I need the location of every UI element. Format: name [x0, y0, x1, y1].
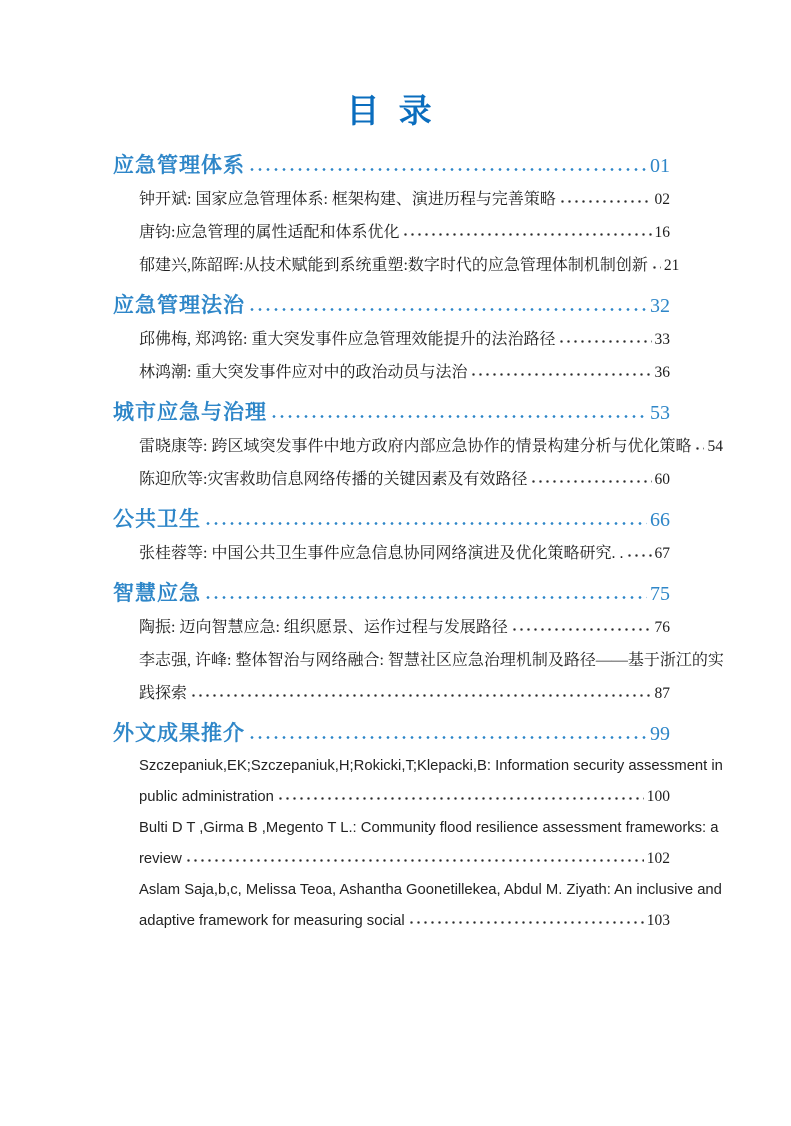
- entry-title: 陶振: 迈向智慧应急: 组织愿景、运作过程与发展路径: [139, 619, 508, 636]
- entry-page-number: 02: [654, 191, 670, 208]
- entry-page-number: 21: [663, 257, 680, 274]
- entry-page-number: 100: [646, 788, 670, 805]
- toc-entry: [139, 323, 670, 356]
- entry-title: 钟开斌: 国家应急管理体系: 框架构建、演进历程与完善策略: [139, 191, 556, 208]
- entry-page-number: 36: [654, 364, 670, 381]
- dot-leader: [248, 307, 647, 312]
- toc-section-heading: [113, 389, 670, 430]
- dot-leader: [248, 735, 647, 740]
- toc-entry: [139, 249, 680, 282]
- toc-entry: [139, 611, 670, 644]
- section-label: 公共卫生: [113, 508, 201, 531]
- toc-section: [113, 710, 723, 937]
- section-page-number: 99: [650, 723, 670, 745]
- entry-title-line2: public administration: [139, 789, 274, 805]
- entry-title-line1: 李志强, 许峰: 整体智治与网络融合: 智慧社区应急治理机制及路径——基于浙江的实: [139, 652, 724, 669]
- section-label: 应急管理法治: [113, 294, 245, 317]
- toc-entry: [139, 644, 724, 710]
- entry-title-line1: Aslam Saja,b,c, Melissa Teoa, Ashantha Goonetillekea, Abdul M. Ziyath: An inclusive and: [139, 882, 722, 898]
- toc-section: [113, 496, 670, 570]
- toc-entry: [139, 751, 723, 813]
- toc-entry: [139, 875, 722, 937]
- dot-leader: [185, 858, 644, 863]
- dot-leader: [204, 595, 647, 600]
- entry-title-line2: review: [139, 851, 182, 867]
- dot-leader: [694, 446, 704, 451]
- section-label: 城市应急与治理: [113, 401, 267, 424]
- entry-page-number: 87: [654, 685, 670, 702]
- dot-leader: [626, 553, 651, 558]
- section-page-number: 32: [650, 295, 670, 317]
- section-page-number: 01: [650, 155, 670, 177]
- entry-title-line2: 践探索: [139, 685, 188, 702]
- dot-leader: [651, 265, 661, 270]
- toc-section: [113, 282, 670, 389]
- entry-title-line2: adaptive framework for measuring social: [139, 913, 405, 929]
- toc-entry: [139, 813, 719, 875]
- dot-leader: [190, 693, 651, 698]
- entry-page-number: 102: [646, 850, 670, 867]
- dot-leader: [408, 920, 644, 925]
- entry-title-line1: Szczepaniuk,EK;Szczepaniuk,H;Rokicki,T;Klepacki,B: Information security assessment in: [139, 758, 723, 774]
- dot-leader: [248, 167, 647, 172]
- toc-entry: [139, 183, 670, 216]
- entry-page-number: 16: [654, 224, 670, 241]
- entry-page-number: 103: [646, 912, 670, 929]
- page-title: 目 录: [346, 92, 437, 129]
- entry-page-number: 76: [654, 619, 670, 636]
- entry-title-line1: Bulti D T ,Girma B ,Megento T L.: Community flood resilience assessment frameworks: a: [139, 820, 719, 836]
- toc-entry: [139, 463, 670, 496]
- dot-leader: [470, 372, 651, 377]
- entry-title: 郁建兴,陈韶晖:从技术赋能到系统重塑:数字时代的应急管理体制机制创新: [139, 257, 648, 274]
- toc-section-heading: [113, 710, 670, 751]
- toc-section-heading: [113, 142, 670, 183]
- entry-page-number: 60: [654, 471, 670, 488]
- entry-title: 唐钧:应急管理的属性适配和体系优化: [139, 224, 400, 241]
- dot-leader: [277, 796, 644, 801]
- toc-section-heading: [113, 570, 670, 611]
- entry-title: 林鸿潮: 重大突发事件应对中的政治动员与法治: [139, 364, 468, 381]
- dot-leader: [511, 627, 652, 632]
- dot-leader: [559, 199, 652, 204]
- entry-page-number: 33: [654, 331, 670, 348]
- dot-leader: [204, 521, 647, 526]
- toc-entry: [139, 430, 723, 463]
- section-page-number: 66: [650, 509, 670, 531]
- toc-section-heading: [113, 496, 670, 537]
- toc-section: [113, 142, 680, 282]
- toc-section-heading: [113, 282, 670, 323]
- entry-title: 邱佛梅, 郑鸿铭: 重大突发事件应急管理效能提升的法治路径: [139, 331, 556, 348]
- dot-leader: [402, 232, 651, 237]
- entry-page-number: 67: [654, 545, 670, 562]
- entry-title: 雷晓康等: 跨区域突发事件中地方政府内部应急协作的情景构建分析与优化策略: [139, 438, 692, 455]
- dot-leader: [558, 339, 651, 344]
- dot-leader: [270, 414, 647, 419]
- section-label: 智慧应急: [113, 582, 201, 605]
- dot-leader: [530, 479, 651, 484]
- section-label: 外文成果推介: [113, 722, 245, 745]
- toc-entry: [139, 537, 670, 570]
- toc-entry: [139, 216, 670, 249]
- section-page-number: 75: [650, 583, 670, 605]
- entry-title: 张桂蓉等: 中国公共卫生事件应急信息协同网络演进及优化策略研究. .: [139, 545, 624, 562]
- toc-section: [113, 389, 723, 496]
- section-page-number: 53: [650, 402, 670, 424]
- toc-entry: [139, 356, 670, 389]
- section-label: 应急管理体系: [113, 154, 245, 177]
- entry-page-number: 54: [707, 438, 723, 455]
- toc-section: [113, 570, 724, 710]
- entry-title: 陈迎欣等:灾害救助信息网络传播的关键因素及有效路径: [139, 471, 528, 488]
